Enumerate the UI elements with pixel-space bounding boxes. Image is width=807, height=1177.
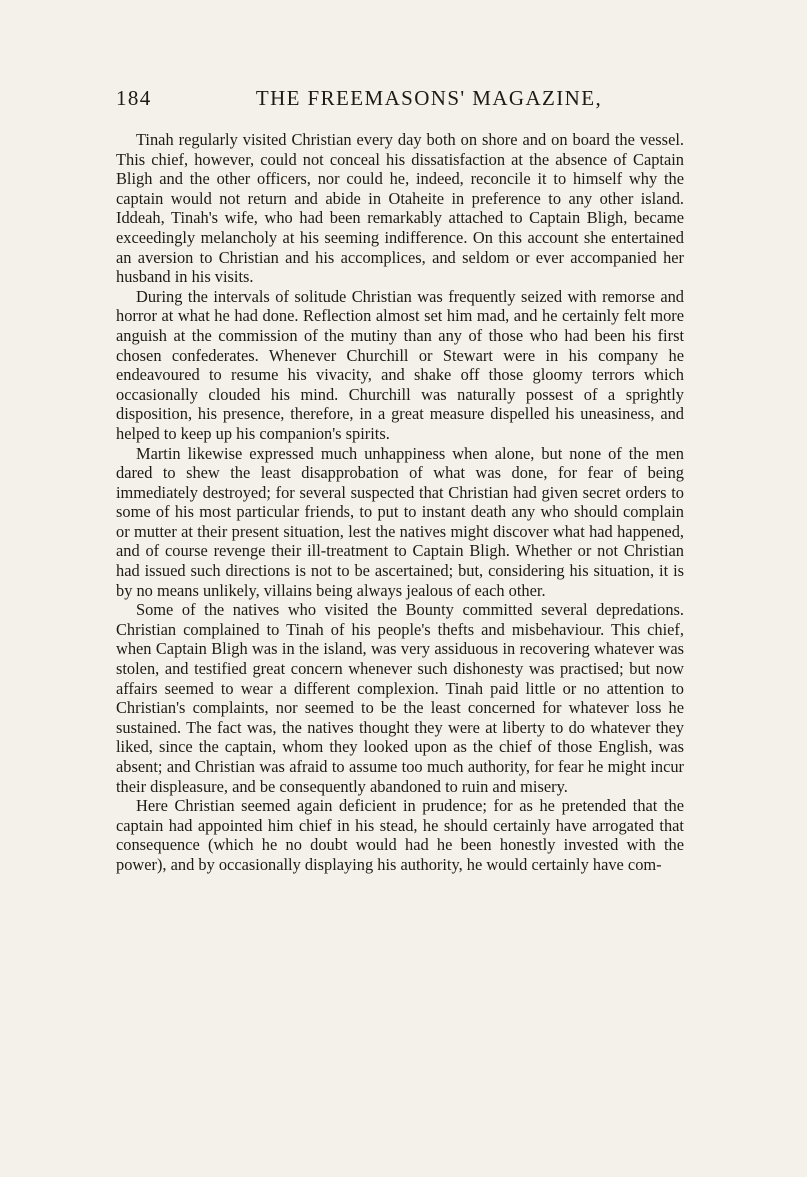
paragraph: Martin likewise expressed much unhappiness when alone, but none of the men dared to shew the least disapprobation of what was done, for fear of being immediately destroyed; for several suspected that Christian had given secret orders to some of his most particular friends, to put to instant death any who should complain or mutter at their present situation, lest the natives might discover what had happened, and of course revenge their ill-treatment to Captain Bligh. Whether or not Christian had issued such directions is not to be ascertained; but, considering his situation, it is by no means unlikely, villains being always jealous of each other.: [116, 443, 684, 600]
body-text: [116, 130, 684, 875]
page-number: 184: [116, 86, 152, 110]
paragraph: Tinah regularly visited Christian every day both on shore and on board the vessel. This chief, however, could not conceal his dissatisfaction at the absence of Captain Bligh and the other officers, nor could he, indeed, reconcile it to himself why the captain would not return and abide in Otaheite in preference to any other island. Iddeah, Tinah's wife, who had been remarkably attached to Captain Bligh, became exceedingly melancholy at his seeming indifference. On this account she entertained an aversion to Christian and his accomplices, and seldom or ever accompanied her husband in his visits.: [116, 130, 684, 287]
paragraph: Here Christian seemed again deficient in prudence; for as he pretended that the captain had appointed him chief in his stead, he should certainly have arrogated that consequence (which he no doubt would had he been honestly invested with the power), and by occasionally displaying his authority, he would certainly have com-: [116, 796, 684, 874]
magazine-title: THE FREEMASONS' MAGAZINE,: [255, 86, 603, 110]
running-head: [116, 86, 682, 118]
paragraph: During the intervals of solitude Christian was frequently seized with remorse and horror at what he had done. Reflection almost set him mad, and he certainly felt more anguish at the commission of the mutiny than any of those who had been his first chosen confederates. Whenever Churchill or Stewart were in his company he endeavoured to resume his vivacity, and shake off those gloomy terrors which occasionally clouded his mind. Churchill was naturally possest of a sprightly disposition, his presence, therefore, in a great measure dispelled his uneasiness, and helped to keep up his companion's spirits.: [116, 286, 684, 443]
paragraph: Some of the natives who visited the Bounty committed several depredations. Christian complained to Tinah of his people's thefts and misbehaviour. This chief, when Captain Bligh was in the island, was very assiduous in recovering whatever was stolen, and testified great concern whenever such dishonesty was practised; but now affairs seemed to wear a different complexion. Tinah paid little or no attention to Christian's complaints, nor seemed to be the least concerned for whatever loss he sustained. The fact was, the natives thought they were at liberty to do whatever they liked, since the captain, whom they looked upon as the chief of those English, was absent; and Christian was afraid to assume too much authority, for fear he might incur their displeasure, and be consequently abandoned to ruin and misery.: [116, 600, 684, 796]
